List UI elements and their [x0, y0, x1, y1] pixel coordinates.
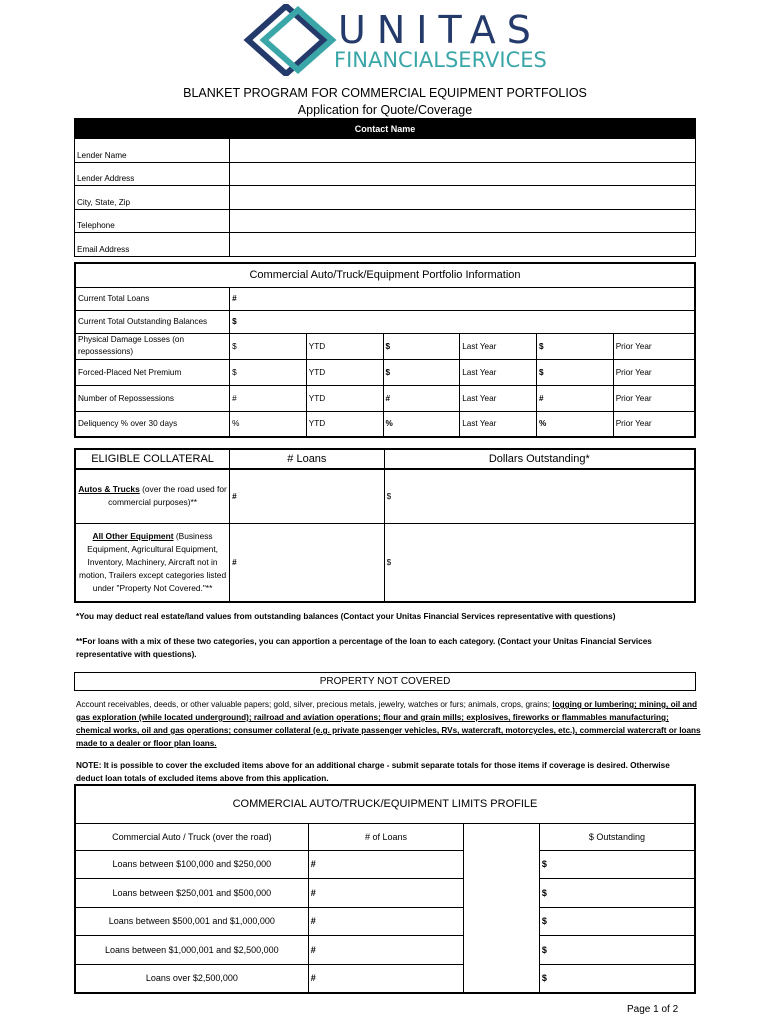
lender-address-label: Lender Address [75, 162, 230, 186]
portfolio-table [74, 262, 696, 438]
limit-range-label: Loans over $2,500,000 [75, 964, 308, 993]
prior-year-label: Prior Year [613, 411, 695, 437]
prior-year-label: Prior Year [613, 359, 695, 385]
footnote-2: **For loans with a mix of these two categories, you can apportion a percentage of the loan to each category. (Contact your Unitas Financial Services representative with questions). [76, 637, 652, 659]
portfolio-header: Commercial Auto/Truck/Equipment Portfolio Information [75, 263, 695, 287]
dollars-outstanding-header: Dollars Outstanding* [384, 449, 695, 469]
lender-name-field[interactable] [229, 139, 695, 163]
limit-dollars-field[interactable]: $ [539, 936, 695, 965]
delinquency-prior-field[interactable]: % [536, 411, 613, 437]
repossessions-ytd-field[interactable]: # [230, 385, 307, 411]
prior-year-label: Prior Year [613, 385, 695, 411]
delinquency-label: Deliquency % over 30 days [75, 411, 230, 437]
total-loans-label: Current Total Loans [75, 287, 230, 310]
telephone-field[interactable] [229, 209, 695, 233]
eligible-collateral-header: ELIGIBLE COLLATERAL [75, 449, 230, 469]
repossessions-label: Number of Repossessions [75, 385, 230, 411]
pnc-bold-text: logging or lumbering; mining, oil and gas exploration (while located underground); railroad and aviation operations; flour and grain mills; explosives, fireworks or flammables manufacturing; chemical works, oil and gas operations; consumer collateral (e.g. private passenger vehicles, RVs, watercraft, motorcycles, etc.), commercial watercraft or loans made to a dealer or floor plan loans. [76, 700, 701, 748]
limit-range-label: Loans between $100,000 and $250,000 [75, 850, 308, 879]
total-loans-field[interactable] [230, 287, 695, 310]
other-equipment-title: All Other Equipment [92, 530, 174, 541]
telephone-label: Telephone [75, 209, 230, 233]
limit-dollars-field[interactable]: $ [539, 850, 695, 879]
other-dollars-field[interactable]: $ [384, 523, 695, 602]
limit-range-label: Loans between $1,000,001 and $2,500,000 [75, 936, 308, 965]
ytd-label: YTD [306, 411, 383, 437]
loans-count-header: # Loans [230, 449, 384, 469]
limit-range-label: Loans between $500,001 and $1,000,000 [75, 907, 308, 936]
prior-year-label: Prior Year [613, 333, 695, 359]
logo-diamond-icon [242, 4, 338, 76]
num-loans-col-header: # of Loans [308, 823, 463, 850]
total-outstanding-label: Current Total Outstanding Balances [75, 310, 230, 333]
delinquency-ytd-field[interactable]: % [230, 411, 307, 437]
company-logo [242, 4, 547, 76]
pnc-plain-text: Account receivables, deeds, or other valuable papers; gold, silver, precious metals, jewelry, watches or furs; animals, crops, grains; [76, 700, 553, 709]
physical-damage-label: Physical Damage Losses (on repossessions) [75, 333, 230, 359]
limits-header: COMMERCIAL AUTO/TRUCK/EQUIPMENT LIMITS PROFILE [75, 785, 695, 823]
property-not-covered-text [76, 698, 702, 750]
total-outstanding-field[interactable] [230, 310, 695, 333]
contact-header: Contact Name [75, 119, 696, 139]
physical-damage-ytd-field[interactable]: $ [230, 333, 307, 359]
document-title: BLANKET PROGRAM FOR COMMERCIAL EQUIPMENT PORTFOLIOS [183, 86, 587, 100]
document-subtitle: Application for Quote/Coverage [297, 103, 473, 117]
limit-range-label: Loans between $250,001 and $500,000 [75, 879, 308, 908]
collateral-table [74, 448, 696, 603]
physical-damage-last-field[interactable]: $ [383, 333, 460, 359]
last-year-label: Last Year [460, 333, 537, 359]
other-equipment-desc [75, 523, 230, 602]
property-not-covered-header: PROPERTY NOT COVERED [74, 672, 696, 691]
total-outstanding-symbol: $ [232, 317, 237, 326]
forced-placed-last-field[interactable]: $ [383, 359, 460, 385]
other-equipment-text: (Business Equipment, Agricultural Equipment, Inventory, Machinery, Aircraft not in motion, Trailers except categories listed under "Property Not Covered."** [79, 530, 227, 593]
limits-table [74, 784, 696, 994]
spacer-column [464, 823, 540, 993]
forced-placed-ytd-field[interactable]: $ [230, 359, 307, 385]
limit-loans-field[interactable]: # [308, 936, 463, 965]
autos-dollars-field[interactable]: $ [384, 469, 695, 523]
limit-loans-field[interactable]: # [308, 907, 463, 936]
ytd-label: YTD [306, 333, 383, 359]
limit-dollars-field[interactable]: $ [539, 964, 695, 993]
autos-loans-field[interactable]: # [230, 469, 384, 523]
limit-loans-field[interactable]: # [308, 850, 463, 879]
last-year-label: Last Year [460, 359, 537, 385]
last-year-label: Last Year [460, 411, 537, 437]
exclusion-note: NOTE: It is possible to cover the excluded items above for an additional charge - submit separate totals for those items if coverage is desired. Otherwise deduct loan totals of excluded items above from this application. [76, 761, 670, 783]
logo-subtitle [334, 48, 547, 72]
email-address-field[interactable] [229, 233, 695, 257]
limit-dollars-field[interactable]: $ [539, 879, 695, 908]
limit-dollars-field[interactable]: $ [539, 907, 695, 936]
delinquency-last-field[interactable]: % [383, 411, 460, 437]
repossessions-prior-field[interactable]: # [536, 385, 613, 411]
last-year-label: Last Year [460, 385, 537, 411]
outstanding-col-header: $ Outstanding [539, 823, 695, 850]
limit-loans-field[interactable]: # [308, 879, 463, 908]
physical-damage-prior-field[interactable]: $ [536, 333, 613, 359]
logo-wordmark: UNITAS [338, 8, 542, 52]
contact-table [74, 118, 696, 257]
logo-subtitle-text: FINANCIALSERVICES [334, 48, 547, 72]
repossessions-last-field[interactable]: # [383, 385, 460, 411]
city-state-zip-label: City, State, Zip [75, 186, 230, 210]
lender-name-label: Lender Name [75, 139, 230, 163]
autos-trucks-desc [75, 469, 230, 523]
autos-trucks-text: (over the road used for commercial purposes)** [108, 484, 227, 508]
ytd-label: YTD [306, 359, 383, 385]
autos-trucks-title: Autos & Trucks [78, 484, 140, 495]
ytd-label: YTD [306, 385, 383, 411]
forced-placed-label: Forced-Placed Net Premium [75, 359, 230, 385]
footnote-1: *You may deduct real estate/land values from outstanding balances (Contact your Unitas Financial Services representative with questions) [76, 612, 616, 621]
commercial-auto-col-header: Commercial Auto / Truck (over the road) [75, 823, 308, 850]
forced-placed-prior-field[interactable]: $ [536, 359, 613, 385]
limit-loans-field[interactable]: # [308, 964, 463, 993]
lender-address-field[interactable] [229, 162, 695, 186]
page-number: Page 1 of 2 [627, 1004, 679, 1015]
other-loans-field[interactable]: # [230, 523, 384, 602]
city-state-zip-field[interactable] [229, 186, 695, 210]
total-loans-symbol: # [232, 294, 237, 303]
email-address-label: Email Address [75, 233, 230, 257]
